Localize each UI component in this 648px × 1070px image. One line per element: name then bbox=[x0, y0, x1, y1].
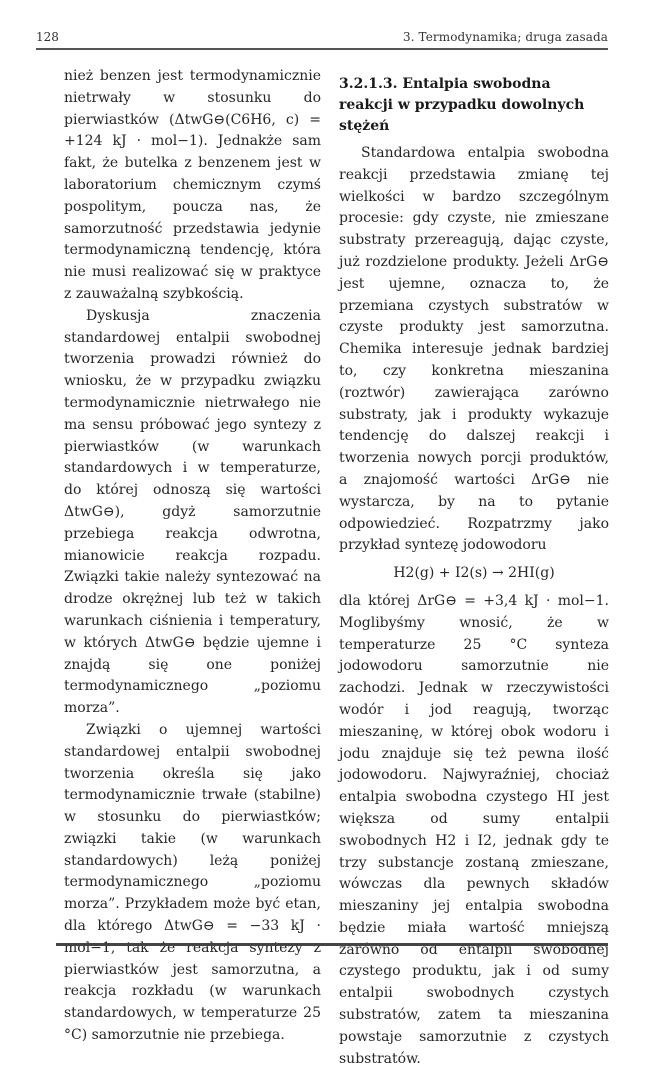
left-paragraph-1: nież benzen jest termodynamicznie nietrwały w stosunku do pierwiastków (ΔtwG⊖(C6H6, c) = +124 kJ · mol−1). Jednakże sam fakt, że butelka z benzenem jest w laboratorium chemicznym czymś pospolitym, poucza nas, że samorzutność przedstawia jedynie termodynamiczną tendencję, która nie musi realizować się w praktyce z zauważalną szybkością. bbox=[64, 68, 321, 302]
left-paragraph-3: Związki o ujemnej wartości standardowej entalpii swobodnej tworzenia określa się jako termodynamicznie trwałe (stabilne) w stosunku do pierwiastków; związki takie (w warunkach standardowych) leżą poniżej termodynamicznego „poziomu morza”. Przykładem może być etan, dla którego ΔtwG⊖ = −33 kJ · mol−1, tak że reakcja syntezy z pierwiastków jest samorzutna, a reakcja rozkładu (w warunkach standardowych, w temperaturze 25 °C) samorzutnie nie przebiega. bbox=[64, 721, 321, 1044]
left-column bbox=[64, 66, 321, 1047]
running-header bbox=[36, 30, 608, 48]
right-column bbox=[339, 74, 609, 1070]
footer-rule bbox=[56, 943, 608, 946]
right-paragraph-1: Standardowa entalpia swobodna reakcji przedstawia zmianę tej wielkości w bardzo szczególnym procesie: gdy czyste, nie zmieszane substraty przereagują, dając czyste, już rozdzielone produkty. Jeżeli ΔrG⊖ jest ujemne, oznacza to, że przemiana czystych substratów w czyste produkty jest samorzutna. Chemika interesuje jednak bardziej to, czy konkretna mieszanina (roztwór) zawierająca zarówno substraty, jak i produkty wykazuje tendencję do dalszej reakcji i tworzenia nowych porcji produktów, a znajomość wartości ΔrG⊖ nie wystarcza, by na to pytanie odpowiedzieć. Rozpatrzmy jako przykład syntezę jodowodoru bbox=[339, 145, 609, 554]
section-title: 3.2.1.3. Entalpia swobodna reakcji w przypadku dowolnych stężeń bbox=[339, 76, 585, 134]
right-paragraph-2: dla której ΔrG⊖ = +3,4 kJ · mol−1. Moglibyśmy wnosić, że w temperaturze 25 °C synteza jodowodoru samorzutnie nie zachodzi. Jednak w rzeczywistości wodór i jod reagują, tworząc mieszaninę, w której obok wodoru i jodu znajduje się też pewna ilość jodowodoru. Najwyraźniej, chociaż entalpia swobodna czystego HI jest większa od sumy entalpii swobodnych H2 i I2, jednak gdy te trzy substancje zostaną zmieszane, wówczas dla pewnych składów mieszaniny jej entalpia swobodna będzie miała wartość mniejszą zarówno od entalpii swobodnej czystego produktu, jak i od sumy entalpii swobodnych czystych substratów, zatem ta mieszanina powstaje samorzutnie z czystych substratów. bbox=[339, 592, 609, 1067]
running-title: 3. Termodynamika; druga zasada bbox=[402, 30, 608, 44]
page-number: 128 bbox=[36, 30, 59, 44]
header-rule bbox=[36, 48, 608, 50]
left-paragraph-2: Dyskusja znaczenia standardowej entalpii swobodnej tworzenia prowadzi również do wniosku, że w przypadku związku termodynamicznie nietrwałego nie ma sensu próbować jego syntezy z pierwiastków (w warunkach standardowych i w temperaturze, do której odnoszą się wartości ΔtwG⊖), gdyż samorzutnie przebiega reakcja odwrotna, mianowicie reakcja rozpadu. Związki takie należy syntezować na drodze okrężnej lub też w takich warunkach ciśnienia i temperatury, w których ΔtwG⊖ będzie ujemne i znajdą się one poniżej termodynamicznego „poziomu morza”. bbox=[64, 307, 321, 717]
reaction-equation: H2(g) + I2(s) → 2HI(g) bbox=[393, 565, 555, 582]
